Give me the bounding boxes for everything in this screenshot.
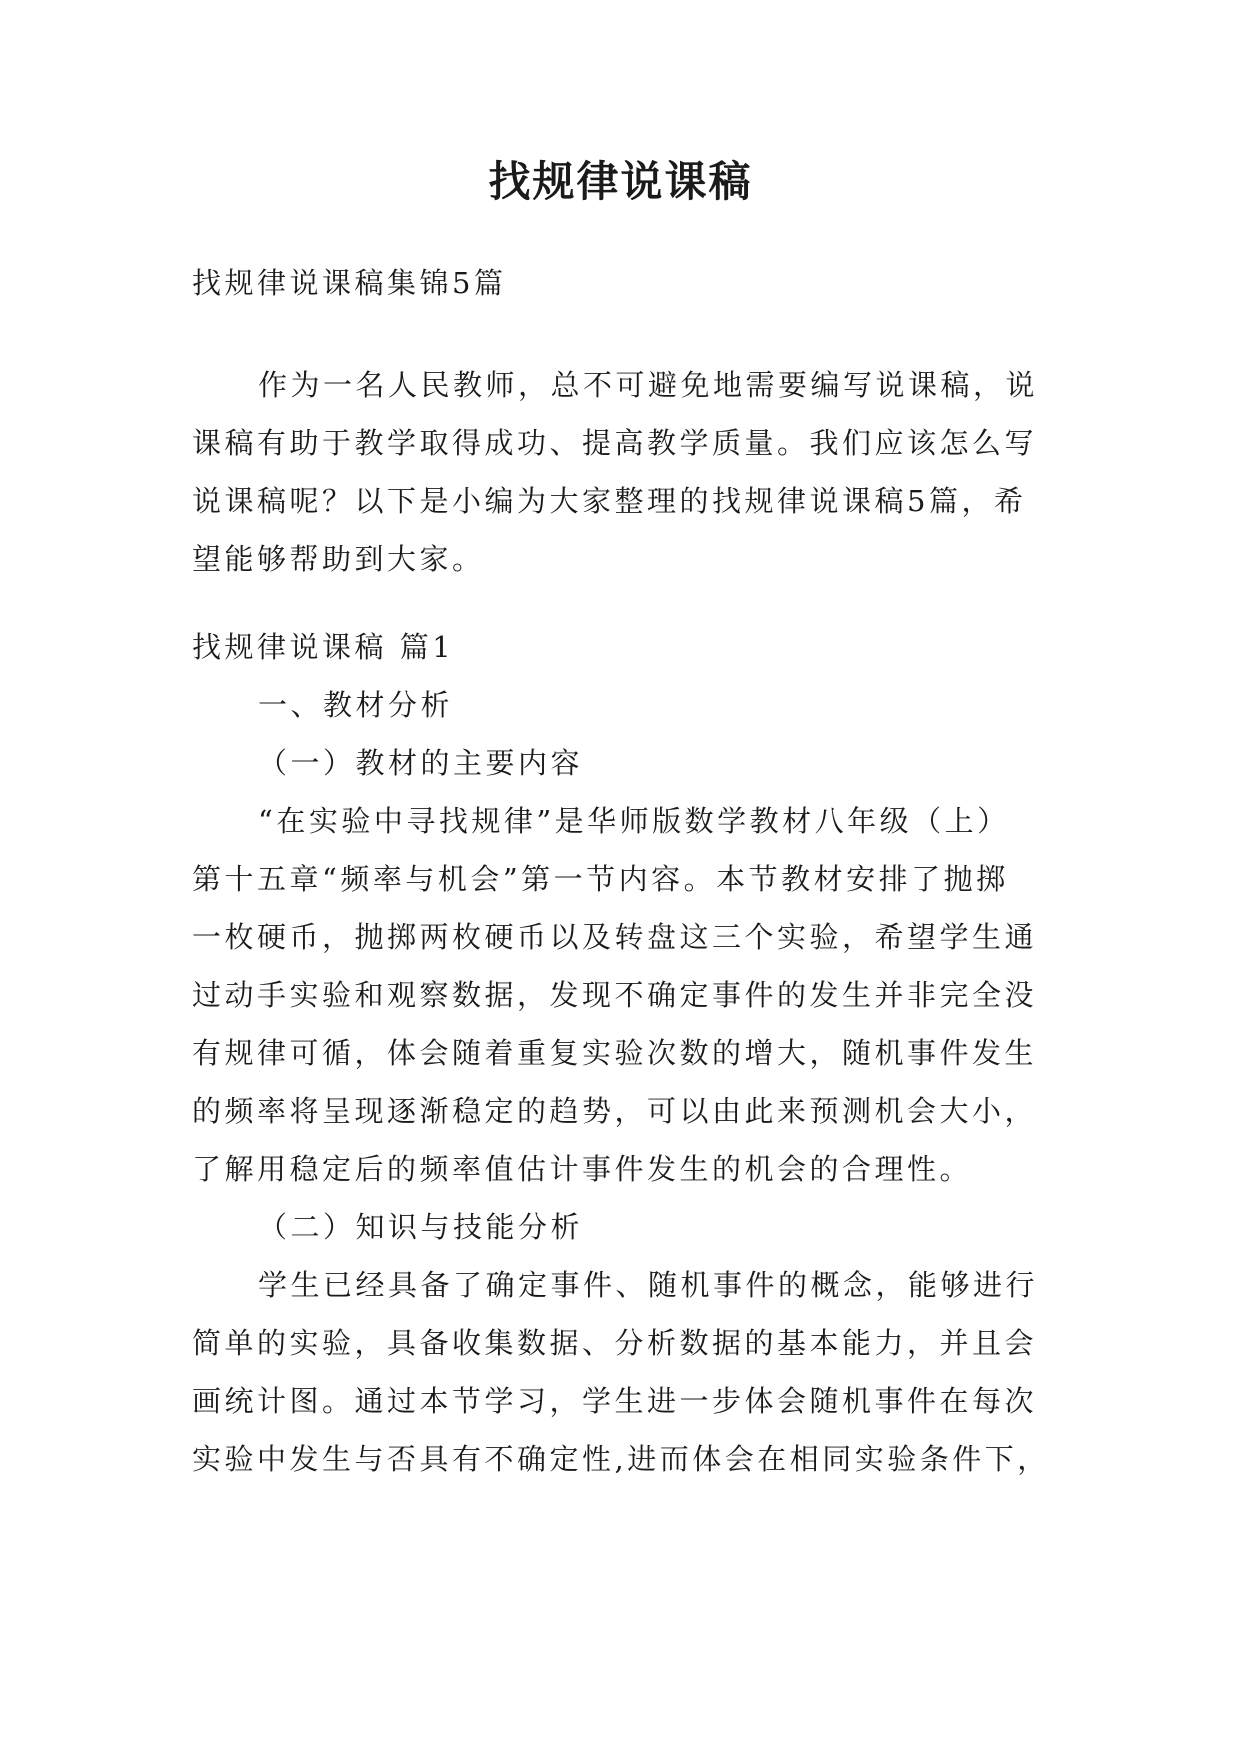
- paragraph-line: 一枚硬币，抛掷两枚硬币以及转盘这三个实验，希望学生通: [192, 920, 1038, 954]
- document-title: 找规律说课稿: [488, 157, 753, 206]
- document-subtitle: 找规律说课稿集锦5篇: [192, 266, 507, 300]
- paragraph-line: 有规律可循，体会随着重复实验次数的增大，随机事件发生: [192, 1036, 1038, 1070]
- paragraph-line: 画统计图。通过本节学习，学生进一步体会随机事件在每次: [192, 1384, 1038, 1418]
- paragraph-line: 的频率将呈现逐渐稳定的趋势，可以由此来预测机会大小，: [192, 1094, 1038, 1128]
- paragraph-line: “在实验中寻找规律”是华师版数学教材八年级（上）: [258, 804, 1010, 838]
- heading-textbook-analysis: 一、教材分析: [258, 688, 454, 722]
- intro-line: 课稿有助于教学取得成功、提高教学质量。我们应该怎么写: [192, 426, 1038, 460]
- section-heading: 找规律说课稿 篇1: [192, 630, 455, 664]
- paragraph-line: 第十五章“频率与机会”第一节内容。本节教材安排了抛掷: [192, 862, 1009, 896]
- intro-line: 望能够帮助到大家。: [192, 542, 485, 576]
- intro-paragraph: [192, 356, 1072, 588]
- paragraph-line: 了解用稳定后的频率值估计事件发生的机会的合理性。: [192, 1152, 973, 1186]
- section-1: [192, 618, 1072, 1488]
- paragraph-line: 过动手实验和观察数据，发现不确定事件的发生并非完全没: [192, 978, 1038, 1012]
- heading-knowledge-skills: （二）知识与技能分析: [258, 1210, 584, 1244]
- document-subtitle-block: [192, 254, 1072, 312]
- paragraph-line: 学生已经具备了确定事件、随机事件的概念，能够进行: [258, 1268, 1039, 1302]
- intro-line: 作为一名人民教师，总不可避免地需要编写说课稿，说: [258, 368, 1039, 402]
- intro-line: 说课稿呢？以下是小编为大家整理的找规律说课稿5篇，希: [192, 484, 1027, 518]
- heading-main-content: （一）教材的主要内容: [258, 746, 584, 780]
- paragraph-line: 实验中发生与否具有不确定性,进而体会在相同实验条件下，: [192, 1442, 1050, 1476]
- paragraph-line: 简单的实验，具备收集数据、分析数据的基本能力，并且会: [192, 1326, 1038, 1360]
